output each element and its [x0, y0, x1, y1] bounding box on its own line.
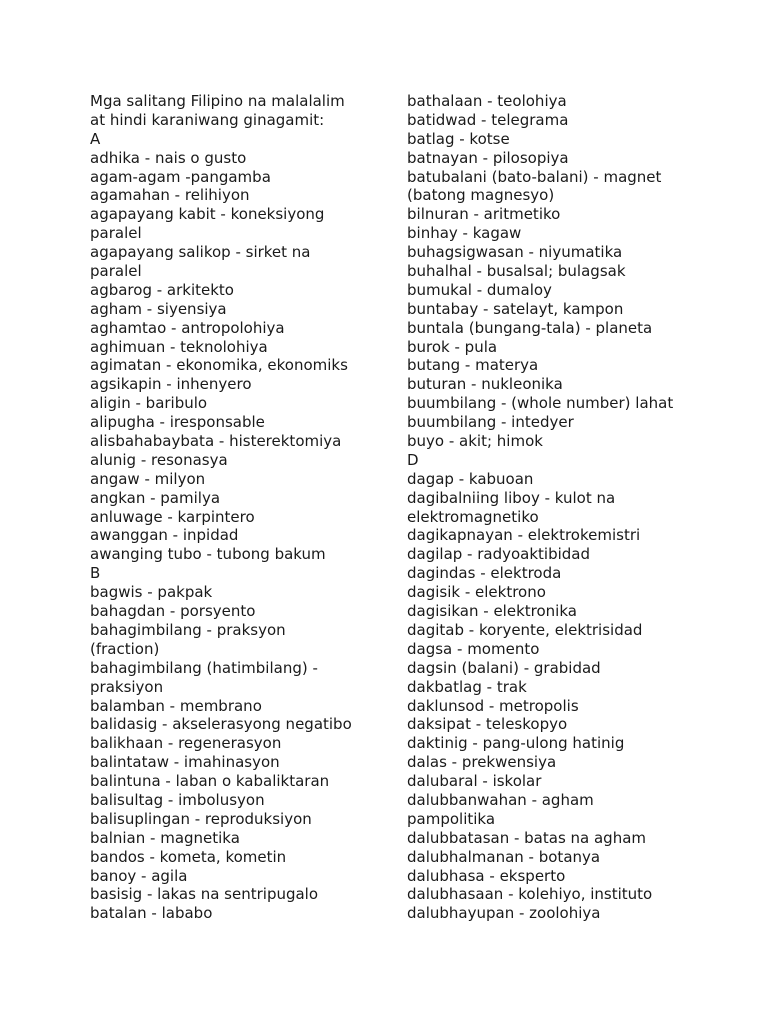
glossary-line: dagisikan - elektronika [407, 602, 577, 621]
glossary-line: bahagimbilang - praksyon [90, 620, 286, 639]
glossary-line: (fraction) [90, 639, 160, 658]
glossary-line: Mga salitang Filipino na malalalim [90, 92, 345, 110]
glossary-line: butang - materya [407, 356, 539, 375]
glossary-line: buntala (bungang-tala) - planeta [407, 318, 653, 337]
glossary-line: burok - pula [407, 337, 498, 356]
left-column [90, 92, 390, 923]
glossary-line: daksipat - teleskopyo [407, 715, 568, 734]
glossary-line: buumbilang - intedyer [407, 413, 574, 432]
glossary-line: bahagimbilang (hatimbilang) - [90, 658, 318, 677]
glossary-line: dalubhalmanan - botanya [407, 847, 601, 866]
glossary-line: bathalaan - teolohiya [407, 92, 567, 110]
right-column [407, 92, 747, 923]
glossary-line: batubalani (bato-balani) - magnet [407, 167, 662, 186]
glossary-line: dagibalniing liboy - kulot na [407, 488, 616, 507]
glossary-line: banoy - agila [90, 866, 188, 885]
glossary-line: dagisik - elektrono [407, 583, 546, 602]
glossary-line: dagsa - momento [407, 639, 540, 658]
glossary-line: dalas - prekwensiya [407, 753, 557, 772]
glossary-line: agapayang kabit - koneksiyong [90, 205, 325, 224]
glossary-line: balintuna - laban o kabaliktaran [90, 772, 330, 791]
glossary-line: agam-agam -pangamba [90, 167, 271, 186]
glossary-line: dagilap - radyoaktibidad [407, 545, 591, 564]
glossary-line: angkan - pamilya [90, 488, 221, 507]
glossary-line: buyo - akit; himok [407, 432, 543, 451]
glossary-line: aligin - baribulo [90, 394, 208, 413]
glossary-line: D [407, 450, 419, 469]
glossary-line: buhagsigwasan - niyumatika [407, 243, 623, 262]
glossary-line: paralel [90, 224, 142, 243]
glossary-line: balnian - magnetika [90, 828, 240, 847]
glossary-line: agapayang salikop - sirket na [90, 243, 311, 262]
glossary-line: angaw - milyon [90, 469, 206, 488]
glossary-line: dalubbatasan - batas na agham [407, 828, 647, 847]
glossary-line: daktinig - pang-ulong hatinig [407, 734, 625, 753]
glossary-line: batnayan - pilosopiya [407, 148, 569, 167]
glossary-line: buntabay - satelayt, kampon [407, 299, 624, 318]
glossary-line: elektromagnetiko [407, 507, 539, 526]
glossary-line: batidwad - telegrama [407, 110, 569, 129]
glossary-line: agham - siyensiya [90, 299, 227, 318]
glossary-line: balamban - membrano [90, 696, 262, 715]
glossary-line: buhalhal - busalsal; bulagsak [407, 262, 626, 281]
glossary-line: buturan - nukleonika [407, 375, 563, 394]
glossary-line: awanggan - inpidad [90, 526, 239, 545]
glossary-line: batlag - kotse [407, 129, 510, 148]
glossary-line: A [90, 129, 101, 148]
glossary-line: pampolitika [407, 809, 496, 828]
glossary-line: balisultag - imbolusyon [90, 790, 265, 809]
glossary-line: dalubhasaan - kolehiyo, instituto [407, 885, 653, 904]
glossary-line: adhika - nais o gusto [90, 148, 247, 167]
glossary-line: bahagdan - porsyento [90, 602, 256, 621]
glossary-line: agamahan - relihiyon [90, 186, 250, 205]
glossary-line: alunig - resonasya [90, 450, 228, 469]
glossary-line: alisbahabaybata - histerektomiya [90, 432, 342, 451]
glossary-line: anluwage - karpintero [90, 507, 255, 526]
glossary-line: agbarog - arkitekto [90, 280, 234, 299]
glossary-line: aghamtao - antropolohiya [90, 318, 285, 337]
glossary-line: dalubhasa - eksperto [407, 866, 566, 885]
glossary-line: bilnuran - aritmetiko [407, 205, 561, 224]
glossary-line: dalubaral - iskolar [407, 772, 542, 791]
glossary-line: balidasig - akselerasyong negatibo [90, 715, 352, 734]
glossary-line: agsikapin - inhenyero [90, 375, 252, 394]
glossary-line: buumbilang - (whole number) lahat [407, 394, 674, 413]
glossary-line: dagikapnayan - elektrokemistri [407, 526, 641, 545]
glossary-line: balikhaan - regenerasyon [90, 734, 282, 753]
glossary-line: dakbatlag - trak [407, 677, 527, 696]
glossary-line: agimatan - ekonomika, ekonomiks [90, 356, 348, 375]
glossary-line: bagwis - pakpak [90, 583, 213, 602]
glossary-line: bumukal - dumaloy [407, 280, 552, 299]
glossary-line: basisig - lakas na sentripugalo [90, 885, 319, 904]
glossary-line: daklunsod - metropolis [407, 696, 579, 715]
glossary-line: B [90, 564, 101, 583]
glossary-line: dagitab - koryente, elektrisidad [407, 620, 643, 639]
glossary-line: dalubbanwahan - agham [407, 790, 594, 809]
glossary-line: bandos - kometa, kometin [90, 847, 287, 866]
glossary-line: balintataw - imahinasyon [90, 753, 280, 772]
glossary-line: praksiyon [90, 677, 164, 696]
glossary-line: alipugha - iresponsable [90, 413, 265, 432]
glossary-line: dalubhayupan - zoolohiya [407, 904, 601, 923]
glossary-line: aghimuan - teknolohiya [90, 337, 268, 356]
glossary-line: (batong magnesyo) [407, 186, 555, 205]
glossary-line: batalan - lababo [90, 904, 213, 923]
glossary-line: awanging tubo - tubong bakum [90, 545, 326, 564]
glossary-line: balisuplingan - reproduksiyon [90, 809, 312, 828]
glossary-line: dagap - kabuoan [407, 469, 534, 488]
glossary-line: at hindi karaniwang ginagamit: [90, 110, 325, 129]
glossary-line: binhay - kagaw [407, 224, 522, 243]
glossary-line: paralel [90, 262, 142, 281]
glossary-line: dagsin (balani) - grabidad [407, 658, 601, 677]
glossary-line: dagindas - elektroda [407, 564, 562, 583]
